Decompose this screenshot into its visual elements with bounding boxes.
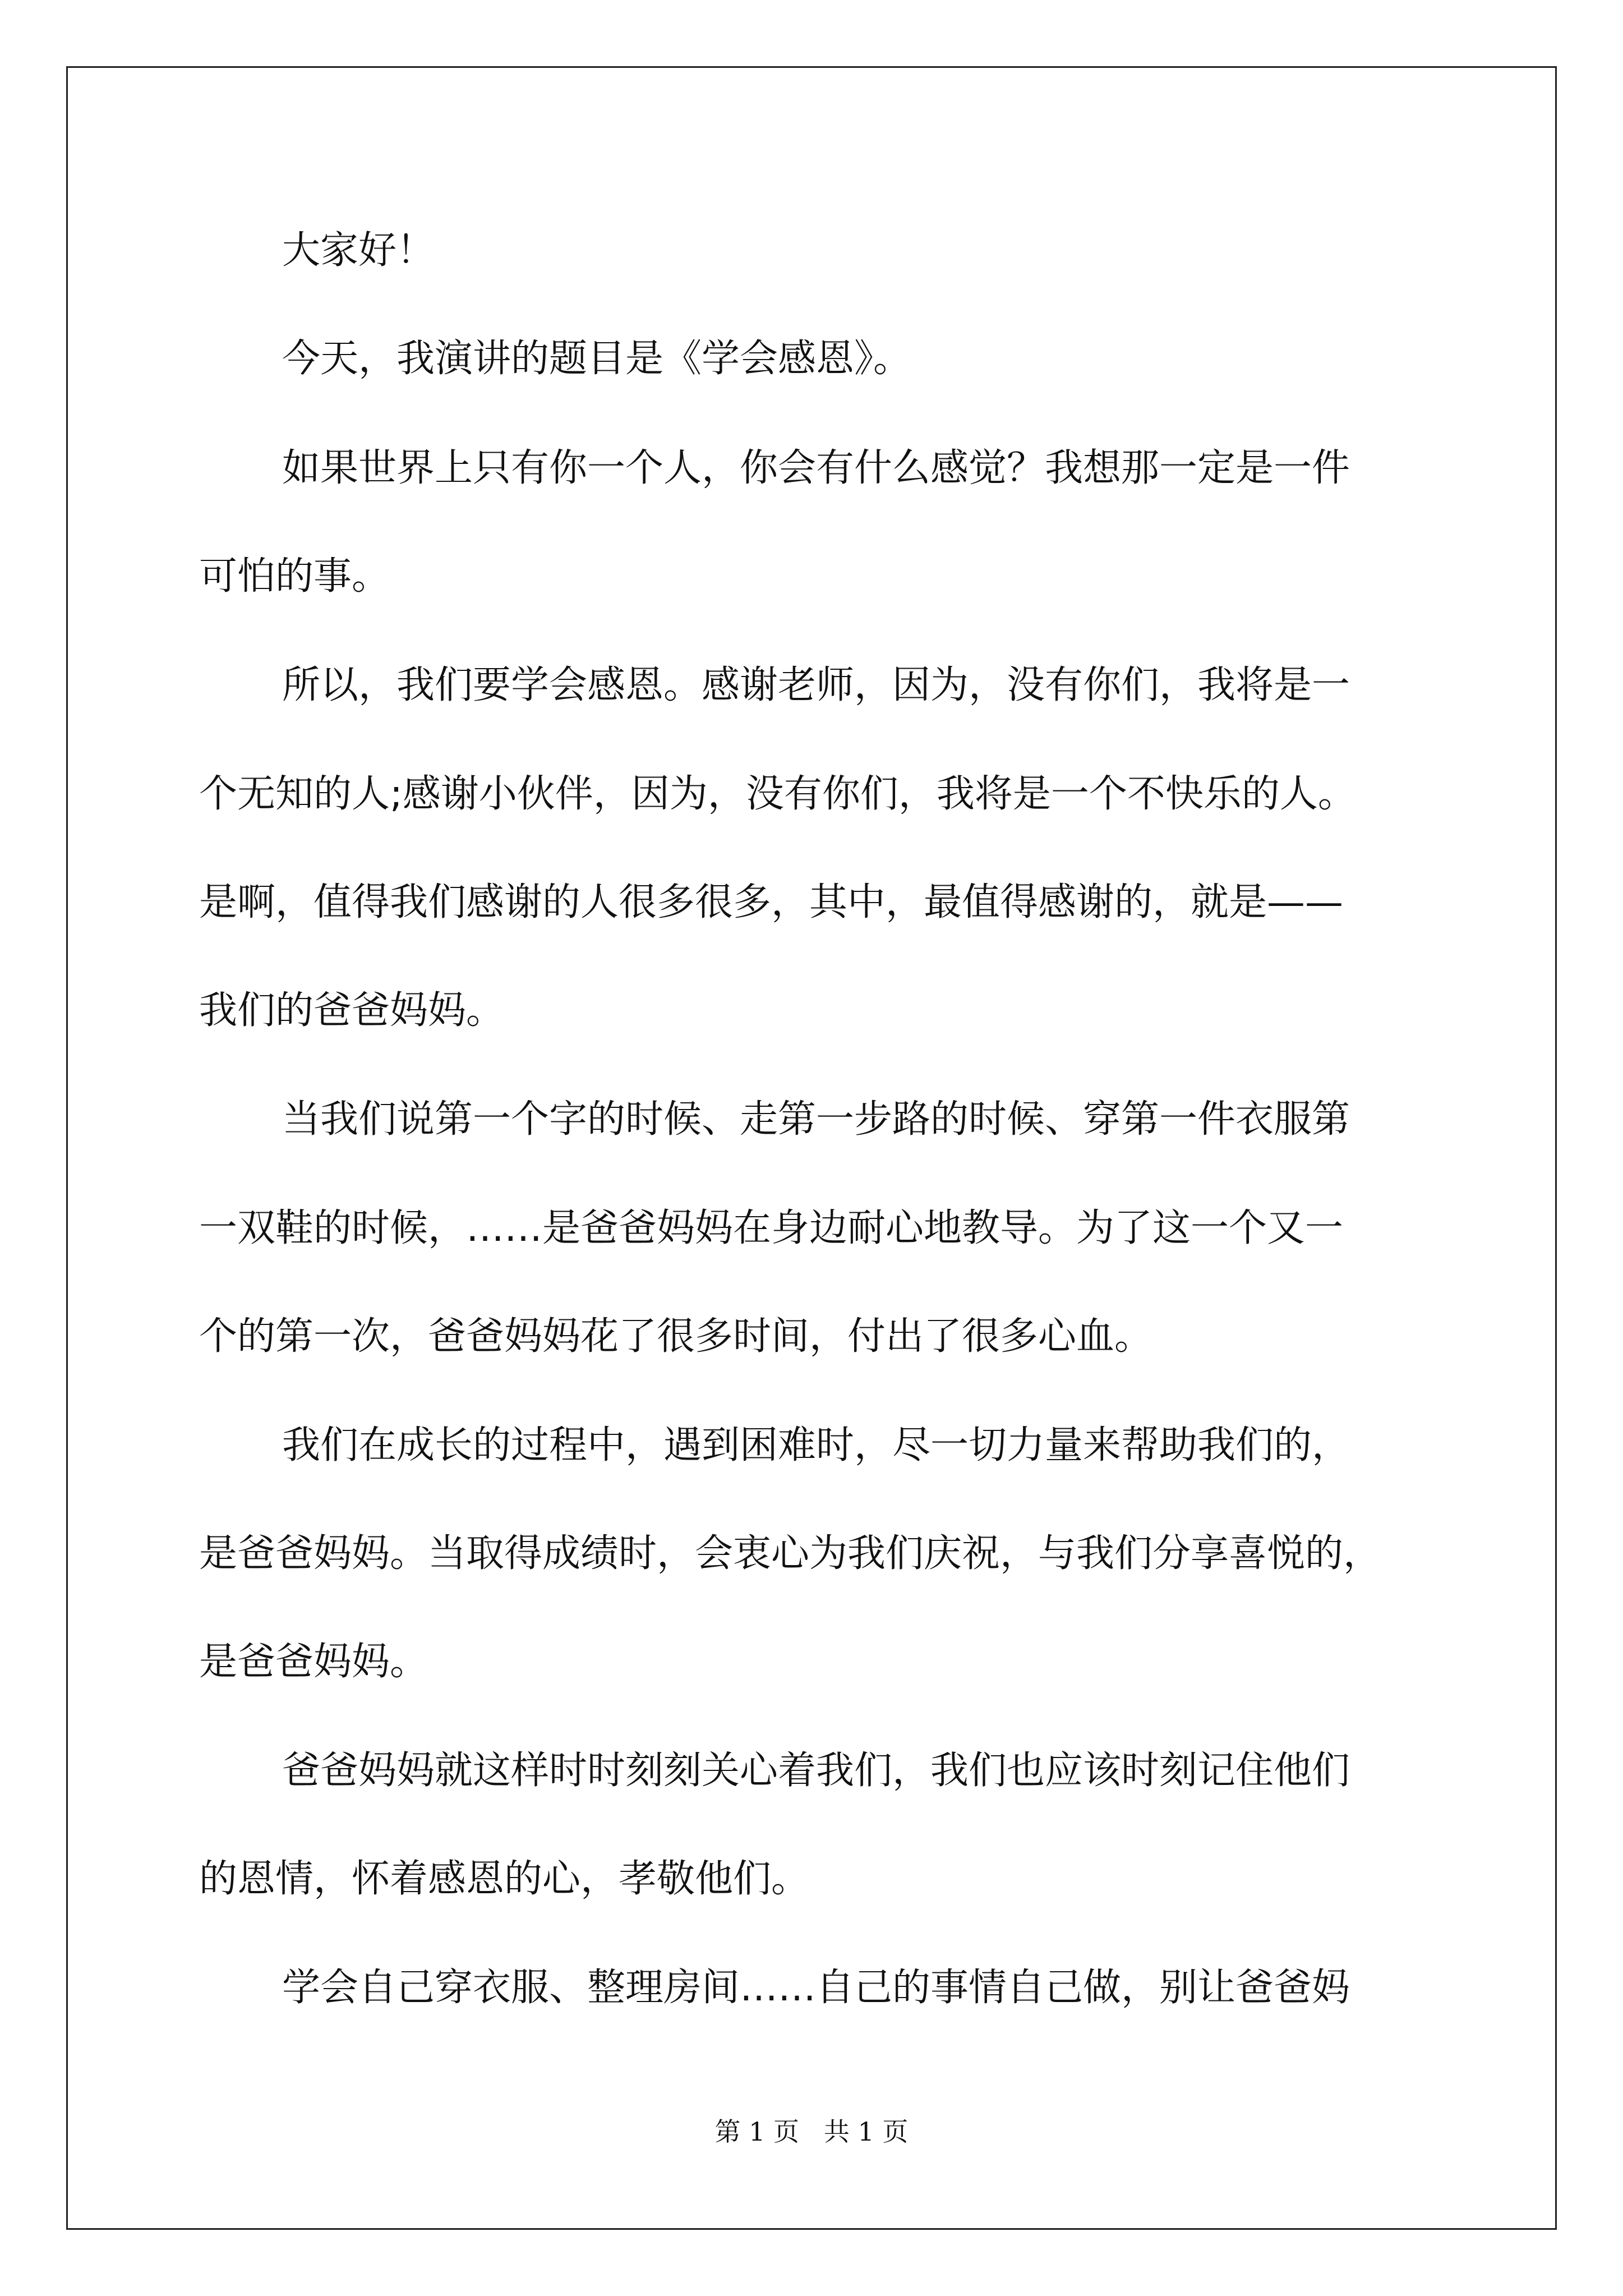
text-line: 是啊，值得我们感谢的人很多很多，其中，最值得感谢的，就是—— (199, 880, 1344, 924)
text-line: 如果世界上只有你一个人，你会有什么感觉？我想那一定是一件 (282, 446, 1350, 490)
text-line: 是爸爸妈妈。当取得成绩时，会衷心为我们庆祝，与我们分享喜悦的， (199, 1531, 1382, 1576)
text-line: 所以，我们要学会感恩。感谢老师，因为，没有你们，我将是一 (282, 663, 1350, 707)
text-line: 是爸爸妈妈。 (199, 1640, 428, 1684)
text-line: 一双鞋的时候，……是爸爸妈妈在身边耐心地教导。为了这一个又一 (199, 1206, 1344, 1250)
text-line: 大家好！ (282, 228, 435, 273)
text-line: 我们在成长的过程中，遇到困难时，尽一切力量来帮助我们的， (282, 1423, 1350, 1467)
text-line: 我们的爸爸妈妈。 (199, 988, 505, 1033)
text-line: 学会自己穿衣服、整理房间……自己的事情自己做，别让爸爸妈 (282, 1966, 1350, 2010)
text-line: 个的第一次，爸爸妈妈花了很多时间，付出了很多心血。 (199, 1314, 1153, 1359)
text-line: 当我们说第一个字的时候、走第一步路的时候、穿第一件衣服第 (282, 1097, 1350, 1142)
text-line: 今天，我演讲的题目是《学会感恩》。 (282, 337, 912, 381)
text-line: 可怕的事。 (199, 554, 390, 599)
text-line: 个无知的人;感谢小伙伴，因为，没有你们，我将是一个不快乐的人。 (199, 772, 1356, 816)
page-footer: 第 1 页 共 1 页 (714, 2116, 909, 2147)
text-line: 爸爸妈妈就这样时时刻刻关心着我们，我们也应该时刻记住他们 (282, 1749, 1350, 1793)
text-line: 的恩情，怀着感恩的心，孝敬他们。 (199, 1857, 810, 1901)
